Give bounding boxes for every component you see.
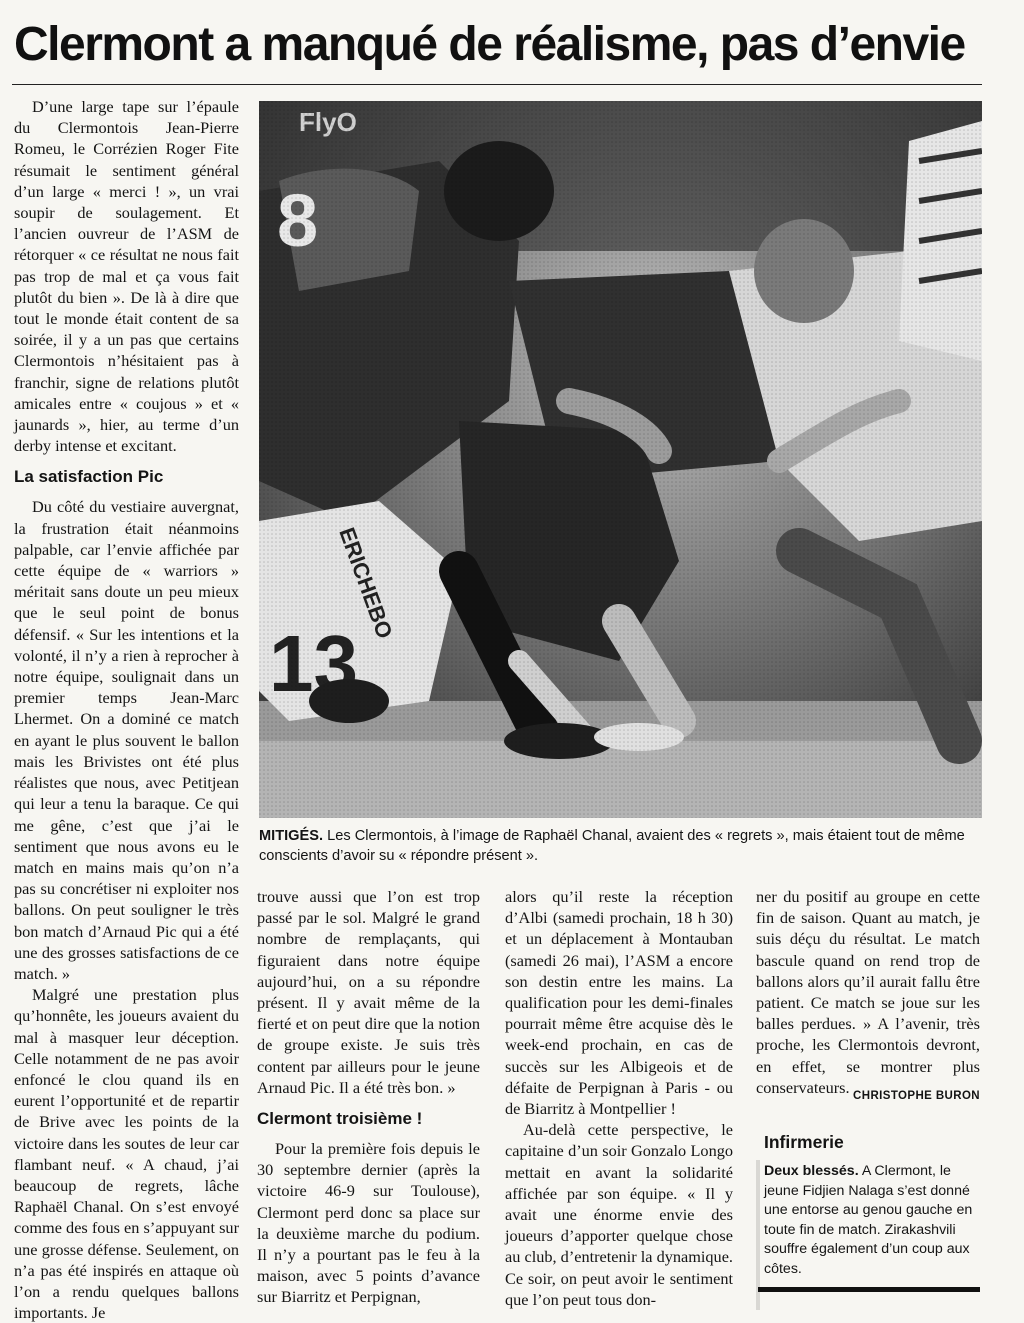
paragraph: alors qu’il reste la réception d’Albi (samedi prochain, 18 h 30) et un déplacement à Montauban (samedi 26 mai), l’ASM a encore son destin entre les mains. La qualification pour les demi-finales pourrait même être acquise dès le week-end prochain, en cas de succès sur les Albigeois et de défaite de Perpignan à Paris - ou de Biarritz à Montpellier ! <box>505 887 733 1119</box>
text-column-1 <box>14 96 239 1323</box>
paragraph: D’une large tape sur l’épaule du Clermontois Jean-Pierre Romeu, le Corrézien Roger Fite résumait le sentiment général d’un large « merci ! », un vrai soupir de soulagement. Et l’ancien ouvreur de l’ASM de rétorquer « ce résultat ne nous fait pas trop de mal et ça vous fait plutôt du bien ». De là à dire que tout le monde était content de sa soirée, il y a un pas que certains Clermontois n’hésitaient pas à franchir, signe de relations plutôt amicales entre « coujous » et « jaunards », hier, au terme d’un derby intense et excitant. <box>14 97 239 456</box>
author-signature: CHRISTOPHE BURON <box>853 1090 980 1102</box>
match-photo <box>259 101 982 818</box>
paragraph: Du côté du vestiaire auvergnat, la frustration était néanmoins palpable, car l’envie affichée par cette équipe de « warriors » méritait sans doute un peu mieux que le seul point de bonus défensif. « Sur les intentions et la volonté, il n’y a rien à reprocher à notre équipe, soulignait dans un premier temps Jean-Marc Lhermet. On a dominé ce match en ayant le plus souvent le ballon mais les Brivistes ont été plus réalistes que nous, avec Petitjean qui leur a tenu la baraque. Ce qui me gêne, c’est que j’ai le sentiment que nous avons eu le match en mains mais qu’on n’a pas su concrétiser ni exploiter nos ballons. On peut souligner le très bon match d’Arnaud Pic qui a été une des grosses satisfactions de ce match. » <box>14 497 239 983</box>
article-headline: Clermont a manqué de réalisme, pas d’envie <box>14 18 965 71</box>
photo-caption <box>259 826 982 866</box>
paragraph: Au-delà cette perspective, le capitaine d’un soir Gonzalo Longo mettait en avant la solidarité affichée par son équipe. « Il y avait une énorme envie des joueurs d’apporter quelque chose au club, d’entretenir la dynamique. Ce soir, on peut avoir le sentiment que l’on peut tous don- <box>505 1120 733 1309</box>
headline-rule <box>12 84 982 85</box>
paragraph: Malgré une prestation plus qu’honnête, les joueurs avaient du mal à masquer leur déception. Celle notamment de ne pas avoir enfoncé le clou quand ils en eurent l’opportunité et de repartir de Brive avec les points de la victoire dans les soutes de leur car flambant neuf. « A chaud, j’ai beaucoup de regrets, lâche Raphaël Chanal. On s’est envoyé comme des fous en s’appuyant sur une grosse défense. Seulement, on n’a pas été inspirés en attaque où l’on a rendu quelques ballons importants. Je <box>14 985 239 1323</box>
bottom-rule <box>758 1287 980 1292</box>
infobox-text: A Clermont, le jeune Fidjien Nalaga s’est donné une entorse au genou gauche en toute fin de match. Zirakashvili souffre également d’un coup aux côtes. <box>764 1163 973 1277</box>
paragraph: ner du positif au groupe en cette fin de saison. Quant au match, je suis déçu du résultat. Le match bascule quand on rend trop de ballons alors qu’il aurait fallu être patient. Ce match se joue sur les balles perdues. » A l’avenir, très proche, les Clermontois devront, en effet, se montrer plus conservateurs. <box>756 887 980 1097</box>
rugby-scrum-image <box>259 101 982 818</box>
paragraph: Pour la première fois depuis le 30 septembre dernier (après la victoire 46-9 sur Toulouse), Clermont perd donc sa place sur la deuxième marche du podium. Il n’y a pourtant pas le feu à la maison, avec 5 points d’avance sur Biarritz et Perpignan, <box>257 1139 480 1307</box>
text-column-4 <box>756 886 980 1098</box>
infobox-body <box>764 1162 980 1280</box>
infobox-title: Infirmerie <box>764 1132 844 1152</box>
paragraph: trouve aussi que l’on est trop passé par le sol. Malgré le grand nombre de remplaçants, qui figuraient dans notre équipe aujourd’hui, on a su répondre présent. Il y avait même de la fierté et on peut dire que la notion de groupe existe. Je suis très content par ailleurs pour le jeune Arnaud Pic. Il a été très bon. » <box>257 887 480 1097</box>
text-column-2 <box>257 886 480 1308</box>
caption-text: Les Clermontois, à l’image de Raphaël Chanal, avaient des « regrets », mais étaient tout de même conscients d’avoir su « répondre présent ». <box>259 828 965 864</box>
subheading-satisfaction: La satisfaction Pic <box>14 467 164 487</box>
infobox-lead: Deux blessés. <box>764 1163 859 1179</box>
text-column-3 <box>505 886 733 1310</box>
caption-lead: MITIGÉS. <box>259 828 324 844</box>
subheading-clermont-troisieme: Clermont troisième ! <box>257 1109 423 1129</box>
infirmerie-box <box>756 1130 980 1280</box>
